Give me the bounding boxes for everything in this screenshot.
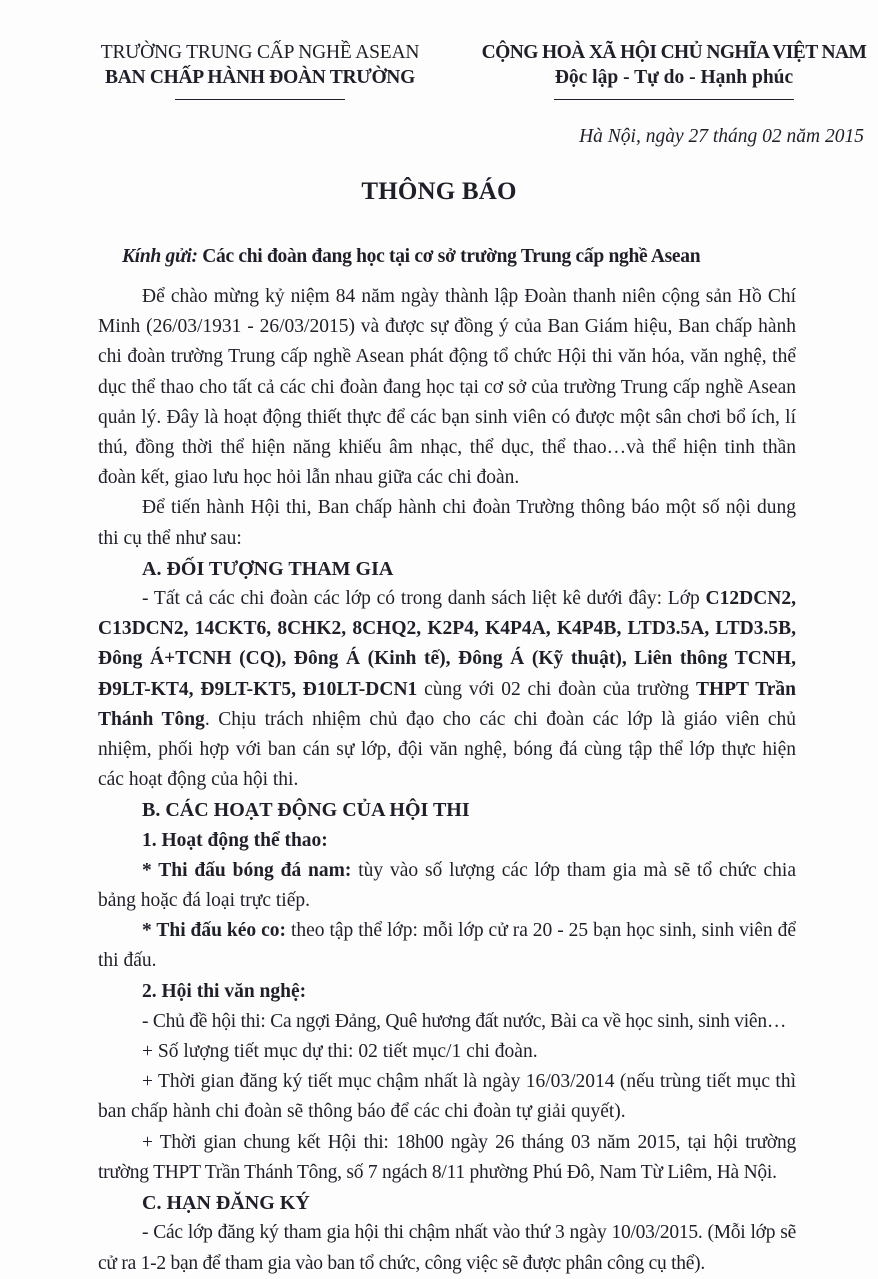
arts-heading: 2. Hội thi văn nghệ:: [142, 980, 307, 1002]
national-motto: Độc lập - Tự do - Hạnh phúc: [554, 67, 794, 88]
class-list: C12DCN2, C13DCN2, 14CKT6, 8CHK2, 8CHQ2, K2P4, K4P4A, K4P4B, LTD3.5A, LTD3.5B, Đông Á+TCNH (CQ), Đông Á (Kinh tế), Đông Á (Kỹ thuật), Liên thông TCNH, Đ9LT-KT4, Đ9LT-KT5, Đ10LT-DCN1: [98, 588, 796, 700]
participants-paragraph: [98, 584, 796, 795]
arts-deadline: + Thời gian đăng ký tiết mục chậm nhất là ngày 16/03/2014 (nếu trùng tiết mục thì ban chấp hành chi đoàn sẽ thông báo để các chi đoàn tự giải quyết).: [98, 1071, 796, 1123]
issuing-body: BAN CHẤP HÀNH ĐOÀN TRƯỜNG: [105, 67, 415, 88]
motto-underline: [554, 99, 794, 100]
section-c-heading: C. HẠN ĐĂNG KÝ: [142, 1192, 310, 1215]
section-b-heading: B. CÁC HOẠT ĐỘNG CỦA HỘI THI: [142, 799, 470, 822]
recipient-text: Các chi đoàn đang học tại cơ sở trường Trung cấp nghề Asean: [197, 246, 701, 267]
intro-paragraph: Để chào mừng kỷ niệm 84 năm ngày thành lập Đoàn thanh niên cộng sản Hồ Chí Minh (26/03/1931 - 26/03/2015) và được sự đồng ý của Ban Giám hiệu, Ban chấp hành chi đoàn trường Trung cấp nghề Asean phát động tổ chức Hội thi văn hóa, văn nghệ, thể dục thể thao cho tất cả các chi đoàn đang học tại cơ sở của trường Trung cấp nghề Asean quản lý. Đây là hoạt động thiết thực để các bạn sinh viên có được một sân chơi bổ ích, lí thú, đồng thời thể hiện năng khiếu âm nhạc, thể dục, thể thao…và thể hiện tinh thần đoàn kết, giao lưu học hỏi lẫn nhau giữa các chi đoàn.: [98, 286, 796, 489]
date-line: Hà Nội, ngày 27 tháng 02 năm 2015: [579, 126, 864, 147]
recipient-line: [122, 246, 700, 268]
issuer-header: [82, 40, 438, 100]
partner-school: THPT Trần Thánh Tông: [98, 678, 797, 730]
tug-of-war-item: [98, 916, 796, 976]
section-a-heading: A. ĐỐI TƯỢNG THAM GIA: [142, 557, 394, 580]
tug-of-war-label: * Thi đấu kéo co:: [142, 920, 287, 942]
tug-of-war-text: theo tập thể lớp: mỗi lớp cử ra 20 - 25 bạn học sinh, sinh viên để thi đấu.: [98, 920, 796, 972]
participants-tail: . Chịu trách nhiệm chủ đạo cho các chi đoàn các lớp là giáo viên chủ nhiệm, phối hợp với ban cán sự lớp, đội văn nghệ, bóng đá cùng tập thể lớp thực hiện các hoạt động của hội thi.: [98, 708, 796, 791]
football-item: [98, 856, 796, 916]
national-header: [470, 40, 878, 100]
participants-mid: cùng với 02 chi đoàn của trường: [417, 678, 696, 700]
arts-theme: - Chủ đề hội thi: Ca ngợi Đảng, Quê hương đất nước, Bài ca về học sinh, sinh viên…: [142, 1010, 787, 1032]
football-text: tùy vào số lượng các lớp tham gia mà sẽ tổ chức chia bảng hoặc đá loại trực tiếp.: [98, 859, 796, 912]
registration-deadline: - Các lớp đăng ký tham gia hội thi chậm nhất vào thứ 3 ngày 10/03/2015. (Mỗi lớp sẽ cử ra 1-2 bạn để tham gia vào ban tổ chức, công việc sẽ được phân công cụ thể).: [98, 1222, 796, 1274]
national-title: CỘNG HOÀ XÃ HỘI CHỦ NGHĨA VIỆT NAM: [481, 42, 867, 63]
issuer-underline: [175, 99, 345, 100]
procedure-paragraph: Để tiến hành Hội thi, Ban chấp hành chi đoàn Trường thông báo một số nội dung thi cụ thể như sau:: [98, 497, 796, 549]
sports-heading: 1. Hoạt động thể thao:: [142, 829, 328, 851]
football-label: * Thi đấu bóng đá nam:: [142, 859, 352, 881]
participants-lead: - Tất cả các chi đoàn các lớp có trong danh sách liệt kê dưới đây: Lớp: [142, 588, 706, 610]
arts-final: + Thời gian chung kết Hội thi: 18h00 ngày 26 tháng 03 năm 2015, tại hội trường trường THPT Trần Thánh Tông, số 7 ngách 8/11 phường Phú Đô, Nam Từ Liêm, Hà Nội.: [98, 1131, 796, 1183]
document-body: [98, 282, 796, 1279]
school-name: TRƯỜNG TRUNG CẤP NGHỀ ASEAN: [100, 42, 420, 63]
recipient-label: Kính gửi:: [122, 246, 198, 267]
arts-count: + Số lượng tiết mục dự thi: 02 tiết mục/1 chi đoàn.: [142, 1041, 538, 1063]
document-title: THÔNG BÁO: [361, 178, 517, 205]
